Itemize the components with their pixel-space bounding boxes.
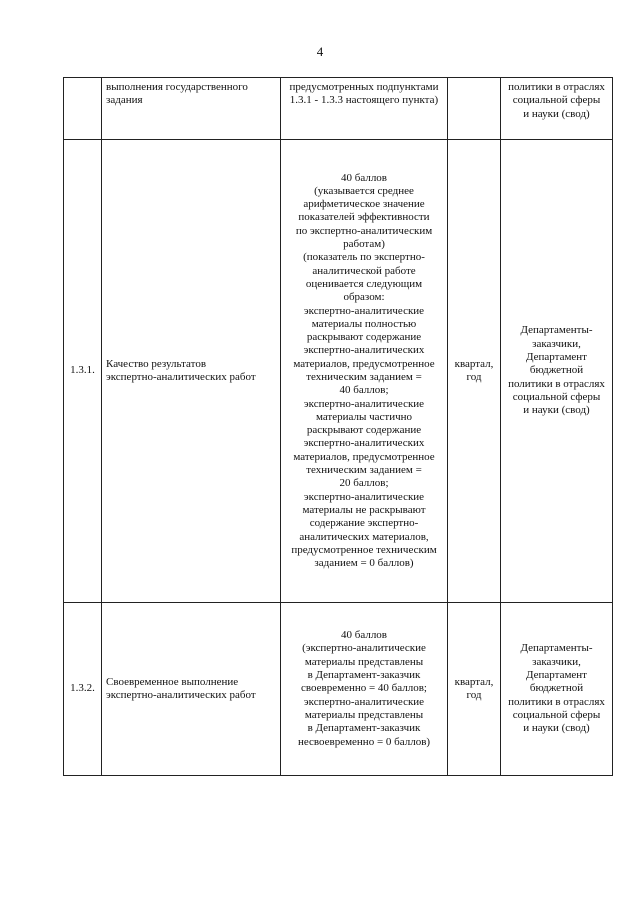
criteria-table: [63, 77, 613, 776]
row-number: [64, 78, 102, 140]
row-number: 1.3.2.: [64, 603, 102, 776]
period: квартал, год: [448, 140, 501, 603]
responsible: Департаменты- заказчики, Департамент бюджетной политики в отраслях социальной сферы и науки (свод): [501, 140, 613, 603]
period: квартал, год: [448, 603, 501, 776]
criterion-value: 40 баллов (экспертно-аналитические материалы представлены в Департамент-заказчик своевременно = 40 баллов; экспертно-аналитические материалы представлены в Департамент-заказчик несвоевременно = 0 баллов): [281, 603, 448, 776]
criterion-value: 40 баллов (указывается среднее арифметическое значение показателей эффективности по экспертно-аналитическим работам) (показатель по экспертно- аналитической работе оценивается следующим образом: экспертно-аналитические материалы полностью раскрывают содержание экспертно-аналитических материалов, предусмотренное техническим заданием = 40 баллов; экспертно-аналитические материалы частично раскрывают содержание экспертно-аналитических материалов, предусмотренное техническим заданием = 20 баллов; экспертно-аналитические материалы не раскрывают содержание экспертно- аналитических материалов, предусмотренное техническим заданием = 0 баллов): [281, 140, 448, 603]
criterion-name: выполнения государственного задания: [102, 78, 281, 140]
responsible: Департаменты- заказчики, Департамент бюджетной политики в отраслях социальной сферы и науки (свод): [501, 603, 613, 776]
period: [448, 78, 501, 140]
criterion-value: предусмотренных подпунктами 1.3.1 - 1.3.3 настоящего пункта): [281, 78, 448, 140]
table-row: [64, 603, 613, 776]
row-number: 1.3.1.: [64, 140, 102, 603]
page-number: 4: [316, 44, 324, 59]
responsible: политики в отраслях социальной сферы и науки (свод): [501, 78, 613, 140]
table-row: [64, 140, 613, 603]
table-row: [64, 78, 613, 140]
criterion-name: Качество результатов экспертно-аналитических работ: [102, 140, 281, 603]
criterion-name: Своевременное выполнение экспертно-аналитических работ: [102, 603, 281, 776]
